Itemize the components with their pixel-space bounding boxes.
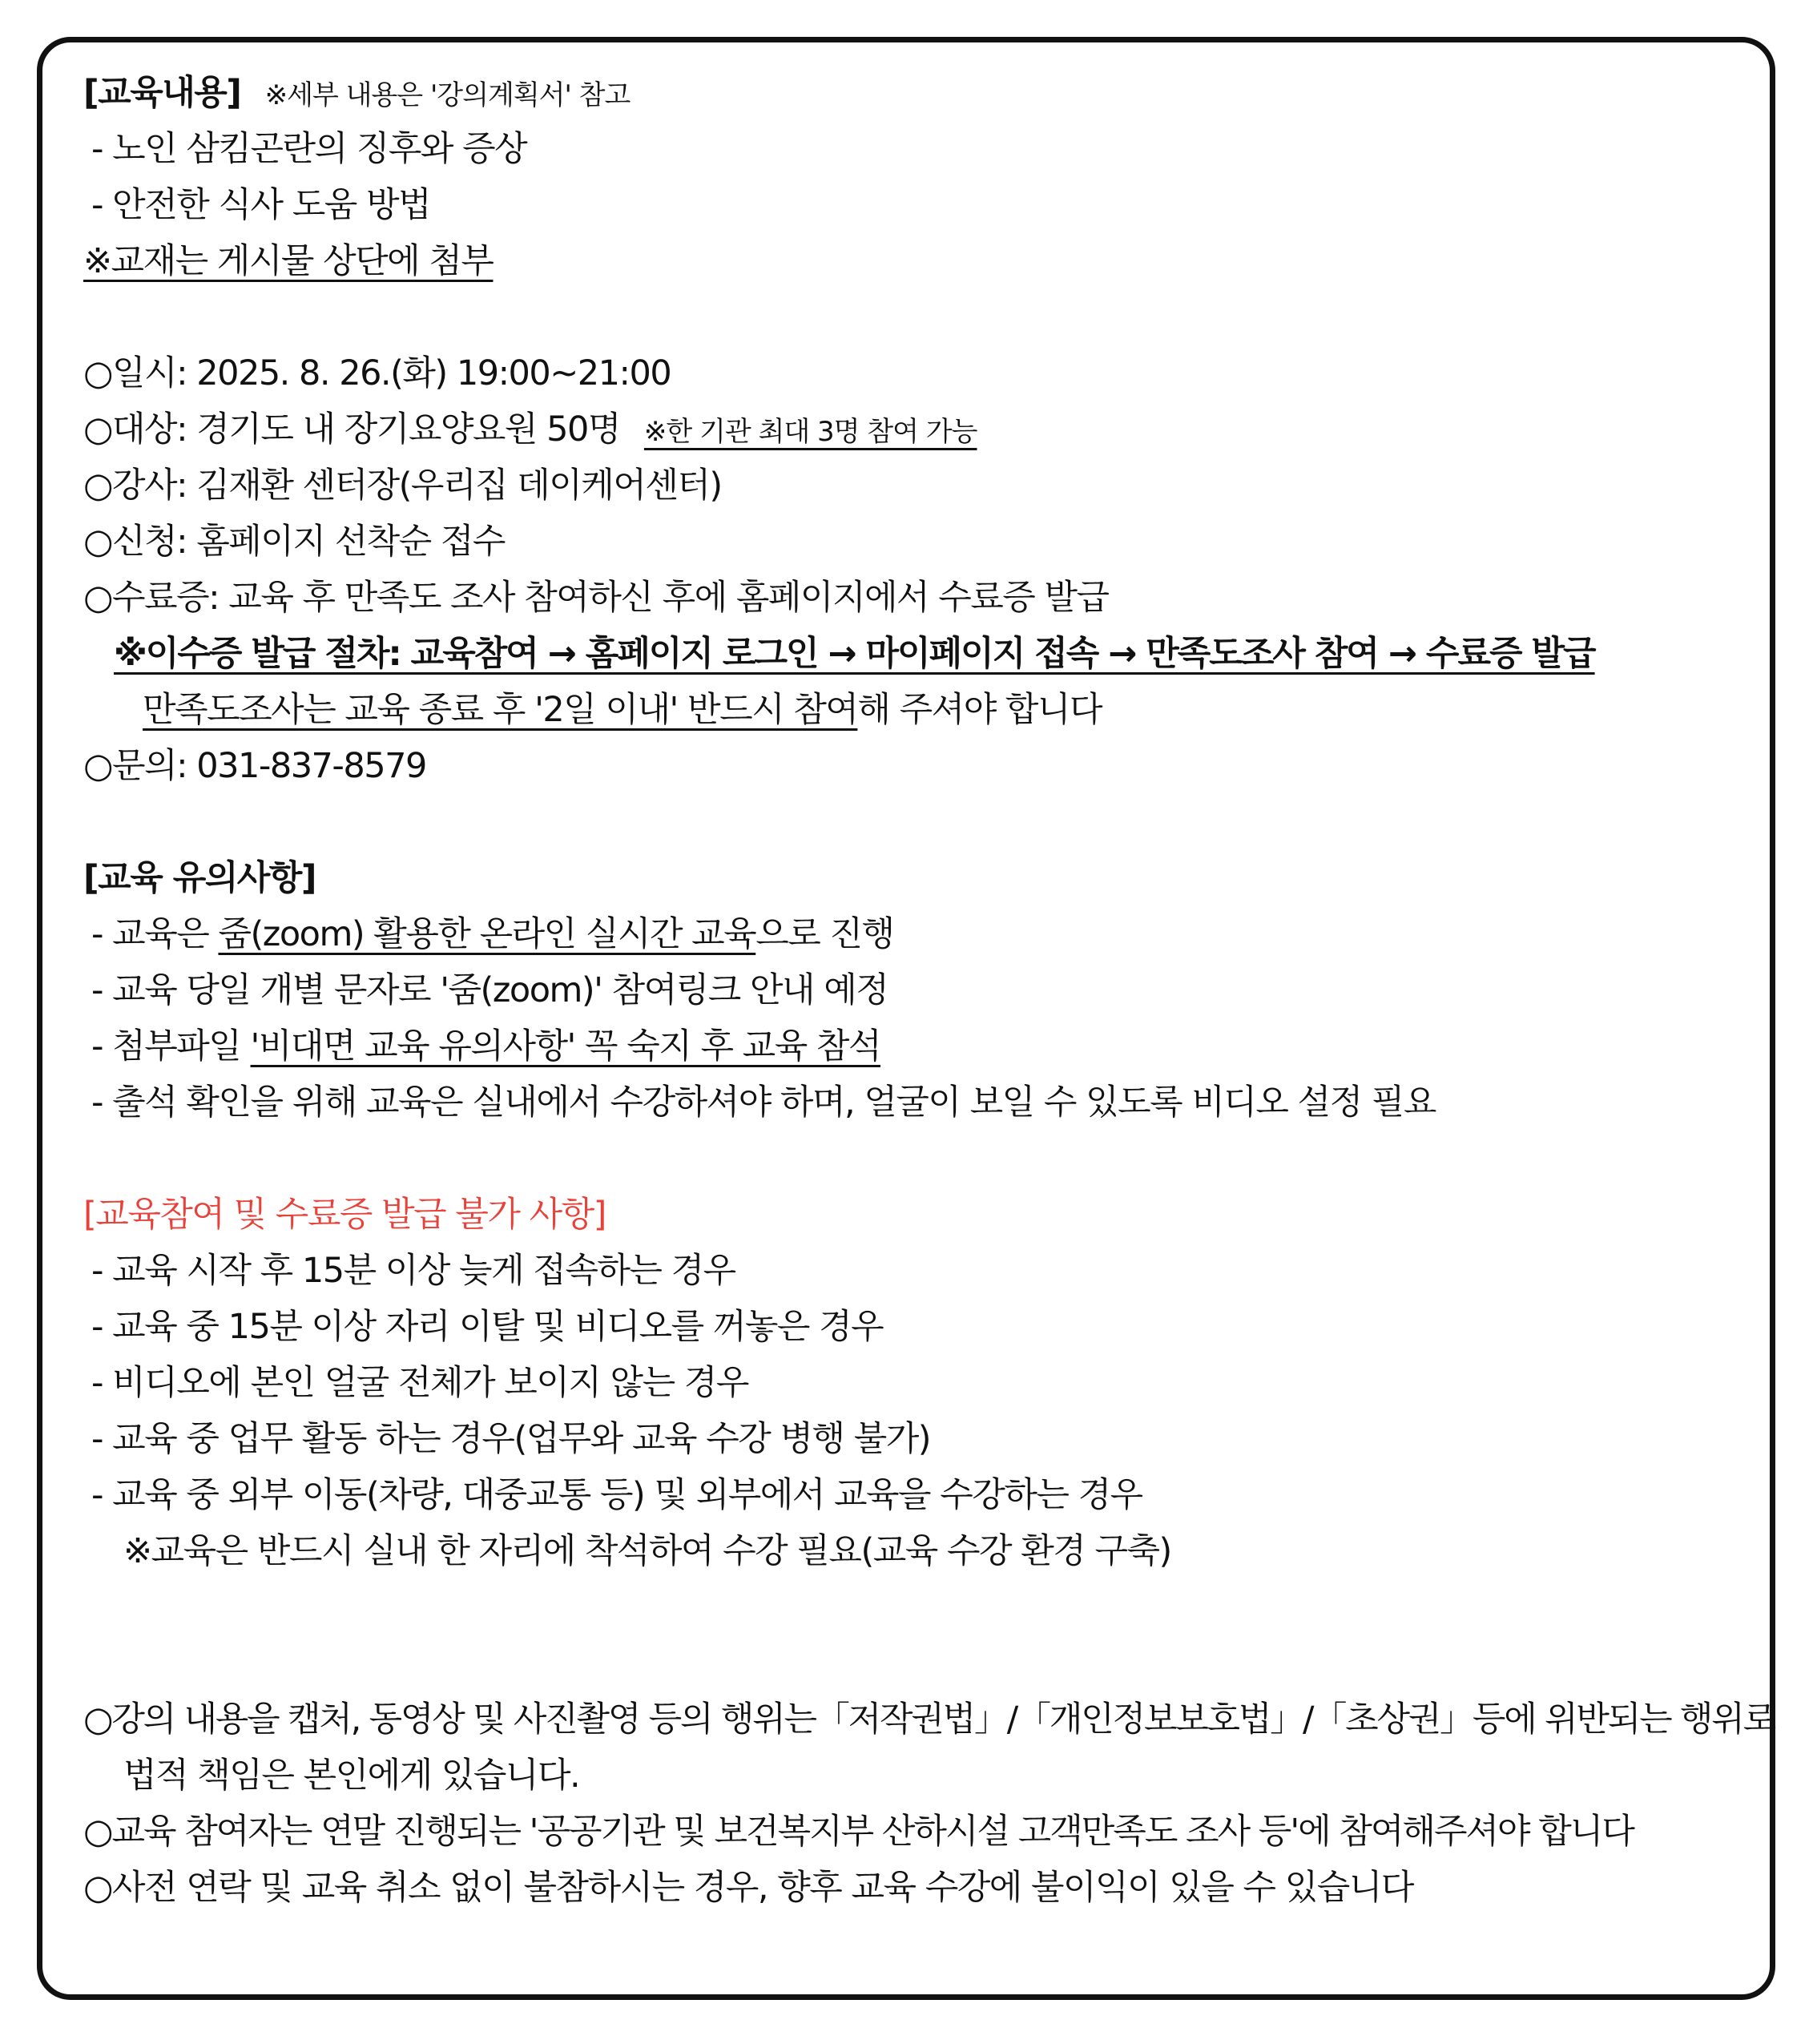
section1-note: ※세부 내용은 '강의계획서' 참고 — [264, 79, 631, 111]
info-survey-underlined: 만족도조사는 교육 종료 후 '2일 이내' 반드시 참여 — [143, 690, 858, 730]
info-target-note: ※한 기관 최대 3명 참여 가능 — [643, 416, 977, 448]
section2-item-1-post: 으로 진행 — [755, 914, 894, 954]
copyright-notice-line-1: ○강의 내용을 캡처, 동영상 및 사진촬영 등의 행위는「저작권법」/「개인정보보호법」/「초상권」등에 위반되는 행위로 — [83, 1699, 1775, 1740]
section3-item-5: - 교육 중 외부 이동(차량, 대중교통 등) 및 외부에서 교육을 수강하는 경우 — [91, 1475, 1142, 1515]
info-apply: ○신청: 홈페이지 선착순 접수 — [83, 522, 505, 562]
absence-notice: ○사전 연락 및 교육 취소 없이 불참하시는 경우, 향후 교육 수강에 불이익이 있을 수 있습니다 — [83, 1868, 1413, 1908]
info-certificate: ○수료증: 교육 후 만족도 조사 참여하신 후에 홈페이지에서 수료증 발급 — [83, 578, 1109, 618]
section2-item-1-pre: - 교육은 — [91, 914, 219, 954]
info-instructor: ○강사: 김재환 센터장(우리집 데이케어센터) — [83, 466, 722, 506]
section3-item-2: - 교육 중 15분 이상 자리 이탈 및 비디오를 꺼놓은 경우 — [91, 1307, 884, 1347]
survey-notice: ○교육 참여자는 연말 진행되는 '공공기관 및 보건복지부 산하시설 고객만족도 조사 등'에 참여해주셔야 합니다 — [83, 1812, 1634, 1852]
section1-item-2: - 안전한 식사 도움 방법 — [91, 185, 431, 225]
info-date: ○일시: 2025. 8. 26.(화) 19:00~21:00 — [83, 353, 671, 393]
copyright-notice-line-2: 법적 책임은 본인에게 있습니다. — [123, 1756, 580, 1796]
section1-heading — [83, 71, 630, 118]
section2-title: [교육 유의사항] — [83, 858, 316, 898]
section2-item-1 — [91, 912, 894, 957]
info-survey-rest: 해 주셔야 합니다 — [857, 690, 1102, 730]
section2-item-1-underlined: 줌(zoom) 활용한 온라인 실시간 교육 — [218, 914, 756, 954]
info-target: ○대상: 경기도 내 장기요양요원 50명 — [83, 409, 620, 450]
section3-title: [교육참여 및 수료증 발급 불가 사항] — [83, 1195, 606, 1235]
attachment-note: ※교재는 게시물 상단에 첨부 — [83, 241, 494, 281]
section2-item-3-underlined: '비대면 교육 유의사항' 꼭 숙지 후 교육 참석 — [250, 1026, 880, 1066]
section1-item-1: - 노인 삼킴곤란의 징후와 증상 — [91, 129, 527, 169]
info-contact: ○문의: 031-837-8579 — [83, 746, 426, 786]
section1-title: [교육내용] — [83, 73, 241, 113]
info-target-line — [83, 407, 977, 454]
section3-item-4: - 교육 중 업무 활동 하는 경우(업무와 교육 수강 병행 불가) — [91, 1419, 931, 1459]
info-survey-line — [143, 687, 1102, 732]
section2-item-2: - 교육 당일 개별 문자로 '줌(zoom)' 참여링크 안내 예정 — [91, 970, 888, 1010]
section2-item-3 — [91, 1024, 880, 1069]
section3-note: ※교육은 반드시 실내 한 자리에 착석하여 수강 필요(교육 수강 환경 구축) — [123, 1531, 1171, 1571]
section2-item-4: - 출석 확인을 위해 교육은 실내에서 수강하셔야 하며, 얼굴이 보일 수 있도록 비디오 설정 필요 — [91, 1082, 1436, 1123]
section3-item-3: - 비디오에 본인 얼굴 전체가 보이지 않는 경우 — [91, 1363, 748, 1403]
section2-item-3-pre: - 첨부파일 — [91, 1026, 251, 1066]
section3-item-1: - 교육 시작 후 15분 이상 늦게 접속하는 경우 — [91, 1251, 735, 1291]
info-procedure: ※이수증 발급 절차: 교육참여 → 홈페이지 로그인 → 마이페이지 접속 → 만족도조사 참여 → 수료증 발급 — [114, 634, 1595, 674]
